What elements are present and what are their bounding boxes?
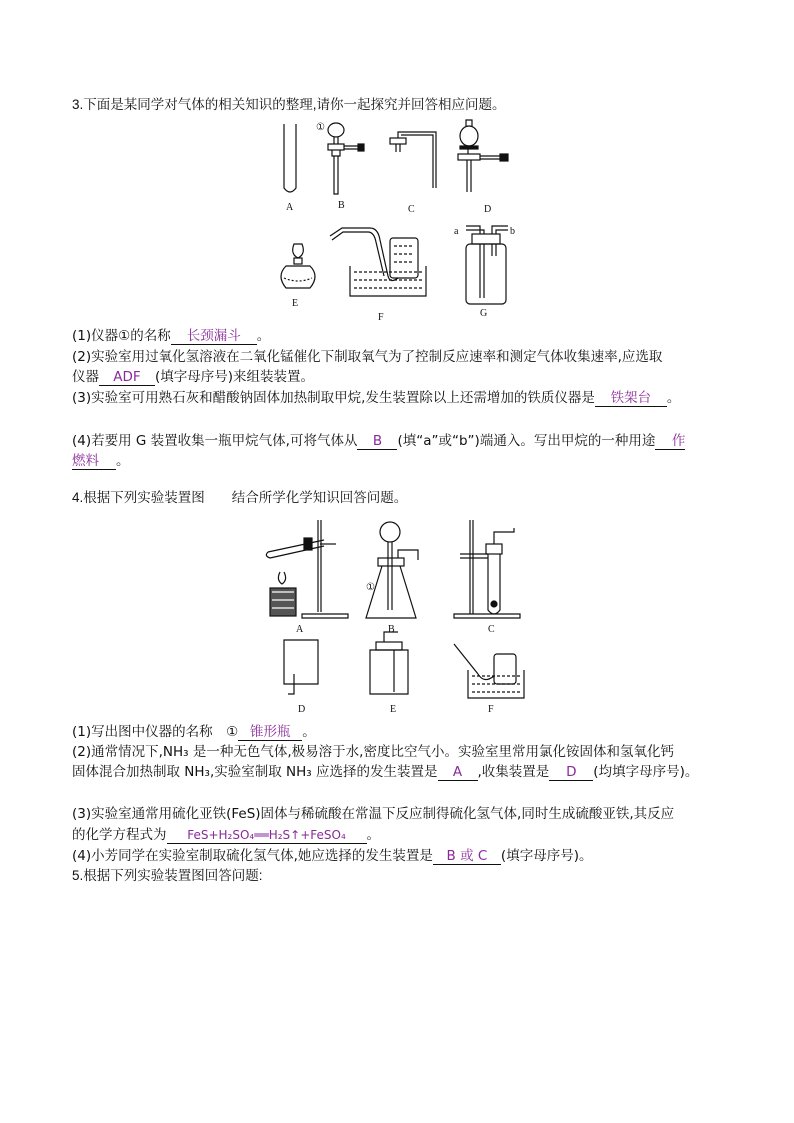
q4-title: 4.根据下列实验装置图 结合所学化学知识回答问题。 (72, 490, 408, 505)
q3-part4-line2: 燃料 。 (72, 453, 130, 469)
q4-answer-1: 锥形瓶 (238, 724, 302, 741)
q3-part2-line1: (2)实验室用过氧化氢溶液在二氧化锰催化下制取氧气为了控制反应速率和测定气体收集速率,应选取 (72, 349, 663, 365)
q4-part2-line2: 固体混合加热制取 NH₃,实验室制取 NH₃ 应选择的发生装置是 A ,收集装置是 D (均填字母序号)。 (72, 764, 699, 780)
label-F: F (488, 704, 494, 715)
separatory-funnel-D (458, 120, 508, 192)
q3-answer-4: B (357, 433, 397, 450)
q3-answer-1: 长颈漏斗 (171, 328, 257, 345)
q3-part3: (3)实验室可用熟石灰和醋酸钠固体加热制取甲烷,发生装置除以上还需增加的铁质仪器是 铁架台 。 (72, 390, 681, 406)
q3-part2-line2: 仪器 ADF (填字母序号)来组装装置。 (72, 369, 315, 385)
label-circle-1: ① (366, 582, 375, 593)
q4-answer-4: FeS+H₂SO₄══H₂S↑+FeSO₄ (167, 827, 367, 844)
q4-part3-line1: (3)实验室通常用硫化亚铁(FeS)固体与稀硫酸在常温下反应制得硫化氢气体,同时生成硫酸亚铁,其反应 (72, 806, 675, 822)
q3-apparatus-figure (270, 116, 530, 326)
heating-setup-A (266, 520, 348, 618)
label-circle-1: ① (316, 122, 325, 133)
alcohol-lamp-E (281, 244, 315, 288)
label-E: E (390, 704, 397, 715)
q4-answer-5: B 或 C (433, 848, 501, 865)
label-A: A (296, 624, 304, 635)
water-trough-F (330, 228, 426, 296)
q4-apparatus-figure (258, 514, 528, 720)
label-A: A (286, 202, 294, 213)
q3-answer-5b: 燃料 (72, 453, 116, 470)
q3-answer-2: ADF (99, 369, 155, 386)
q4-part4: (4)小芳同学在实验室制取硫化氢气体,她应选择的发生装置是 B 或 C (填字母序号)。 (72, 848, 593, 864)
test-tube-A (284, 124, 296, 192)
label-C: C (488, 624, 495, 635)
bent-tube-C (390, 132, 436, 188)
q4-part1: (1)写出图中仪器的名称 ① 锥形瓶 。 (72, 724, 316, 740)
long-neck-funnel-B (328, 123, 364, 194)
label-E: E (292, 298, 299, 309)
q3-title: 3.下面是某同学对气体的相关知识的整理,请你一起探究并回答相应问题。 (72, 97, 506, 112)
q3-answer-3: 铁架台 (595, 390, 667, 407)
conical-flask-B (366, 522, 418, 618)
q3-answer-5a: 作 (655, 433, 685, 450)
bottle-E (370, 632, 408, 694)
inverted-bottle-D (284, 640, 318, 694)
label-B: B (388, 624, 395, 635)
label-F: F (378, 312, 384, 323)
label-B: B (338, 200, 345, 211)
label-C: C (408, 204, 415, 215)
q4-part2-line1: (2)通常情况下,NH₃ 是一种无色气体,极易溶于水,密度比空气小。实验室里常用氯化铵固体和氢氧化钙 (72, 744, 674, 760)
label-D: D (298, 704, 306, 715)
label-b: b (510, 226, 515, 237)
q4-answer-3: D (549, 764, 593, 781)
q5-title: 5.根据下列实验装置图回答问题: (72, 868, 263, 883)
label-D: D (484, 204, 492, 215)
label-a: a (454, 226, 459, 237)
q3-part4-line1: (4)若要用 G 装置收集一瓶甲烷气体,可将气体从 B (填“a”或“b”)端通入。写出甲烷的一种用途 作 (72, 433, 686, 449)
q4-part3-line2: 的化学方程式为 FeS+H₂SO₄══H₂S↑+FeSO₄ 。 (72, 827, 380, 843)
q3-part1: (1)仪器①的名称 长颈漏斗 。 (72, 328, 271, 344)
q4-answer-2: A (438, 764, 478, 781)
gas-bottle-G (466, 226, 508, 304)
test-tube-stand-C (454, 520, 520, 618)
water-trough-F (454, 644, 524, 698)
label-G: G (480, 308, 488, 319)
